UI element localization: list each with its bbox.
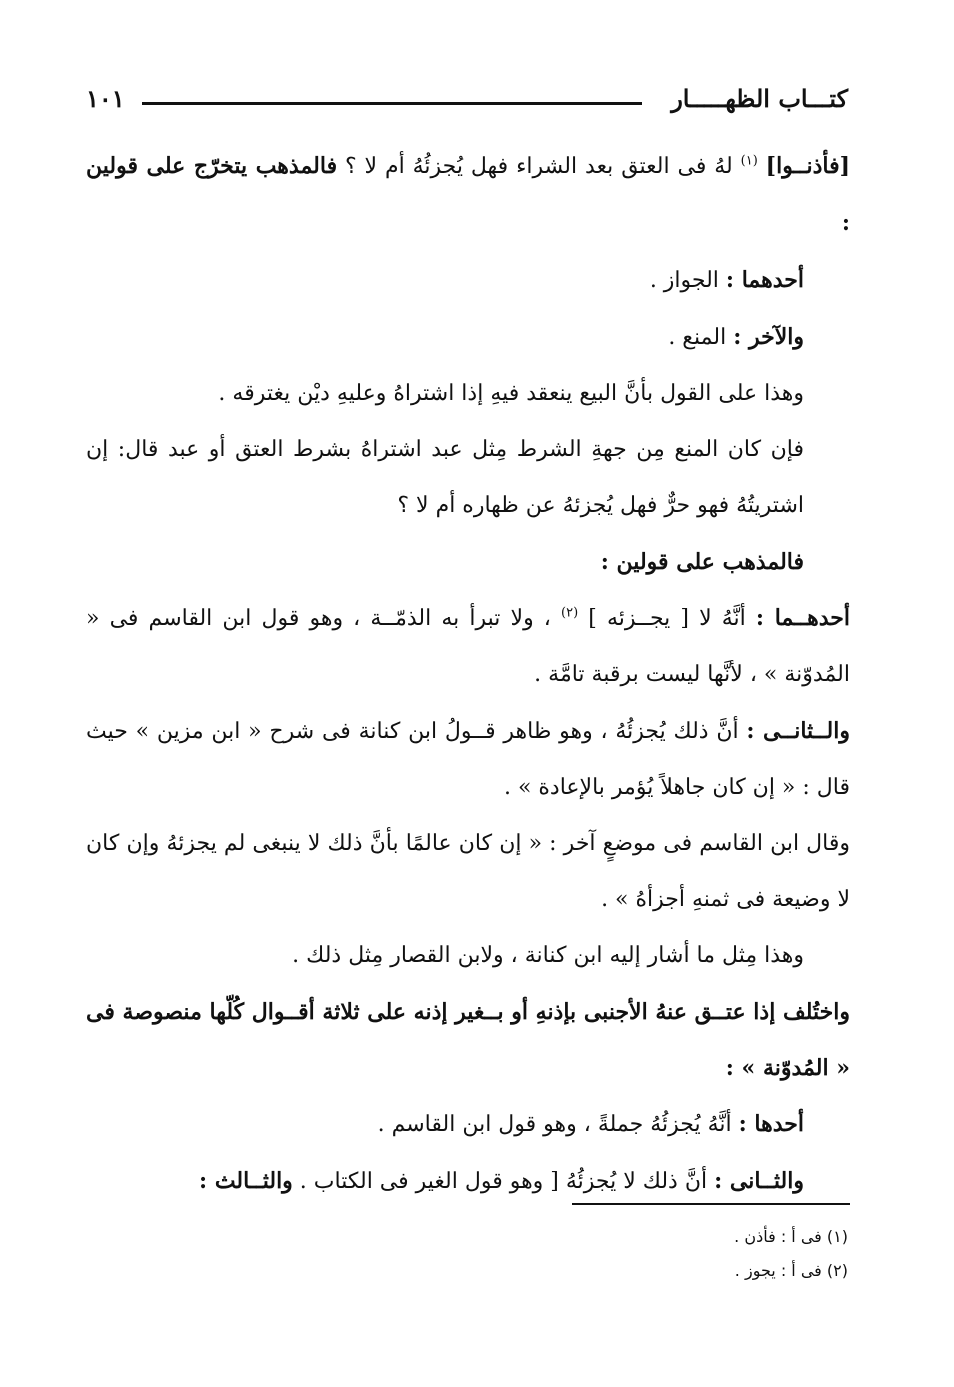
paragraph-6 <box>86 534 850 590</box>
paragraph-8-label: والــثانــى : <box>746 718 850 744</box>
page-header <box>86 78 848 122</box>
paragraph-13-label-2: والثــالث : <box>199 1168 293 1194</box>
paragraph-12-label: أحدها : <box>738 1111 804 1137</box>
paragraph-7-text-a: أنَّهُ لا [ يجــزئه ] <box>588 606 756 631</box>
running-title: كتـــاب الظهـــــار <box>671 84 848 113</box>
paragraph-11 <box>86 984 850 1096</box>
paragraph-8 <box>86 703 850 816</box>
paragraph-10-text: وهذا مِثل ما أشار إليه ابن كنانة ، ولابن القصار مِثل ذلك . <box>292 943 804 968</box>
paragraph-9-text: وقال ابن القاسم فى موضعٍ آخر : « إن كان عالمًا بأنَّ ذلك لا ينبغى لم يجزئهُ وإن كان لا وضيعة فى ثمنهِ أجزأهُ » . <box>86 831 850 912</box>
paragraph-4-text: وهذا على القول بأنَّ البيع ينعقد فيهِ إذا اشتراهُ وعليهِ ديْن يغترقه . <box>218 381 804 406</box>
footnote-separator <box>572 1203 850 1205</box>
footnotes <box>734 1220 848 1288</box>
page-number: ١٠١ <box>86 84 125 113</box>
footnote-1: (١) فى أ : فأذن . <box>734 1227 848 1246</box>
footnote-ref-1: (١) <box>740 153 758 169</box>
main-text <box>86 138 850 1210</box>
paragraph-10 <box>86 928 850 984</box>
paragraph-13-text: أنَّ ذلك لا يُجزئُهُ [ وهو قول الغير فى الكتاب . <box>292 1169 715 1194</box>
paragraph-12-text: أنَّهُ يُجزئُهُ جملةً ، وهو قول ابن القاسم . <box>377 1112 739 1137</box>
paragraph-8-text: أنَّ ذلك يُجزئُهُ ، وهو ظاهر قــولُ ابن كنانة فى شرح « ابن مزين » حيث قال : « إن كان جاهلاً يُؤمر بالإعادة » . <box>86 719 850 800</box>
paragraph-7-label: أحدهــما : <box>755 605 850 631</box>
paragraph-11-text: واختُلف إذا عتــق عنهُ الأجنبى بإذنهِ أو بــغير إذنه على ثلاثة أقــوال كُلّها منصوصة فى « المُدوّنة » : <box>86 999 850 1081</box>
paragraph-13 <box>86 1153 850 1210</box>
footnote-2: (٢) فى أ : يجوز . <box>734 1261 848 1280</box>
paragraph-7 <box>86 590 850 703</box>
paragraph-2-text: الجواز . <box>649 268 726 293</box>
footnote-ref-2: (٢) <box>561 605 579 621</box>
paragraph-2-label: أحدهما : <box>725 267 804 293</box>
paragraph-3-label: والآخر : <box>733 324 804 350</box>
paragraph-5 <box>86 422 850 534</box>
paragraph-1-text: لهُ فى العتق بعد الشراء فهل يُجزئُهُ أم لا ؟ <box>337 154 741 179</box>
paragraph-7-text-b: ، ولا تبرأ به الذمّــة ، وهو قول ابن القاسم فى « المُدوّنة » ، لأنَّها ليست برقبة تامَّة . <box>86 606 850 687</box>
paragraph-2 <box>86 252 850 309</box>
bracketed-word: [فأذنــوا] <box>765 153 850 179</box>
paragraph-5-text: فإن كان المنع مِن جهةِ الشرط مِثل عبد اشتراهُ بشرط العتق أو عبد قال: إن اشتريتُهُ فهو حرٌّ فهل يُجزئهُ عن ظهاره أم لا ؟ <box>86 437 804 518</box>
paragraph-3-text: المنع . <box>668 325 734 350</box>
paragraph-4 <box>86 366 850 422</box>
paragraph-9 <box>86 816 850 928</box>
paragraph-6-text: فالمذهب على قولين : <box>600 549 804 575</box>
paragraph-13-label: والثــانى : <box>714 1168 804 1194</box>
header-rule <box>142 102 642 105</box>
paragraph-1-bold-text: فالمذهب يتخرّج على قولين : <box>86 153 850 236</box>
paragraph-12 <box>86 1096 850 1153</box>
paragraph-1 <box>86 138 850 252</box>
paragraph-3 <box>86 309 850 366</box>
